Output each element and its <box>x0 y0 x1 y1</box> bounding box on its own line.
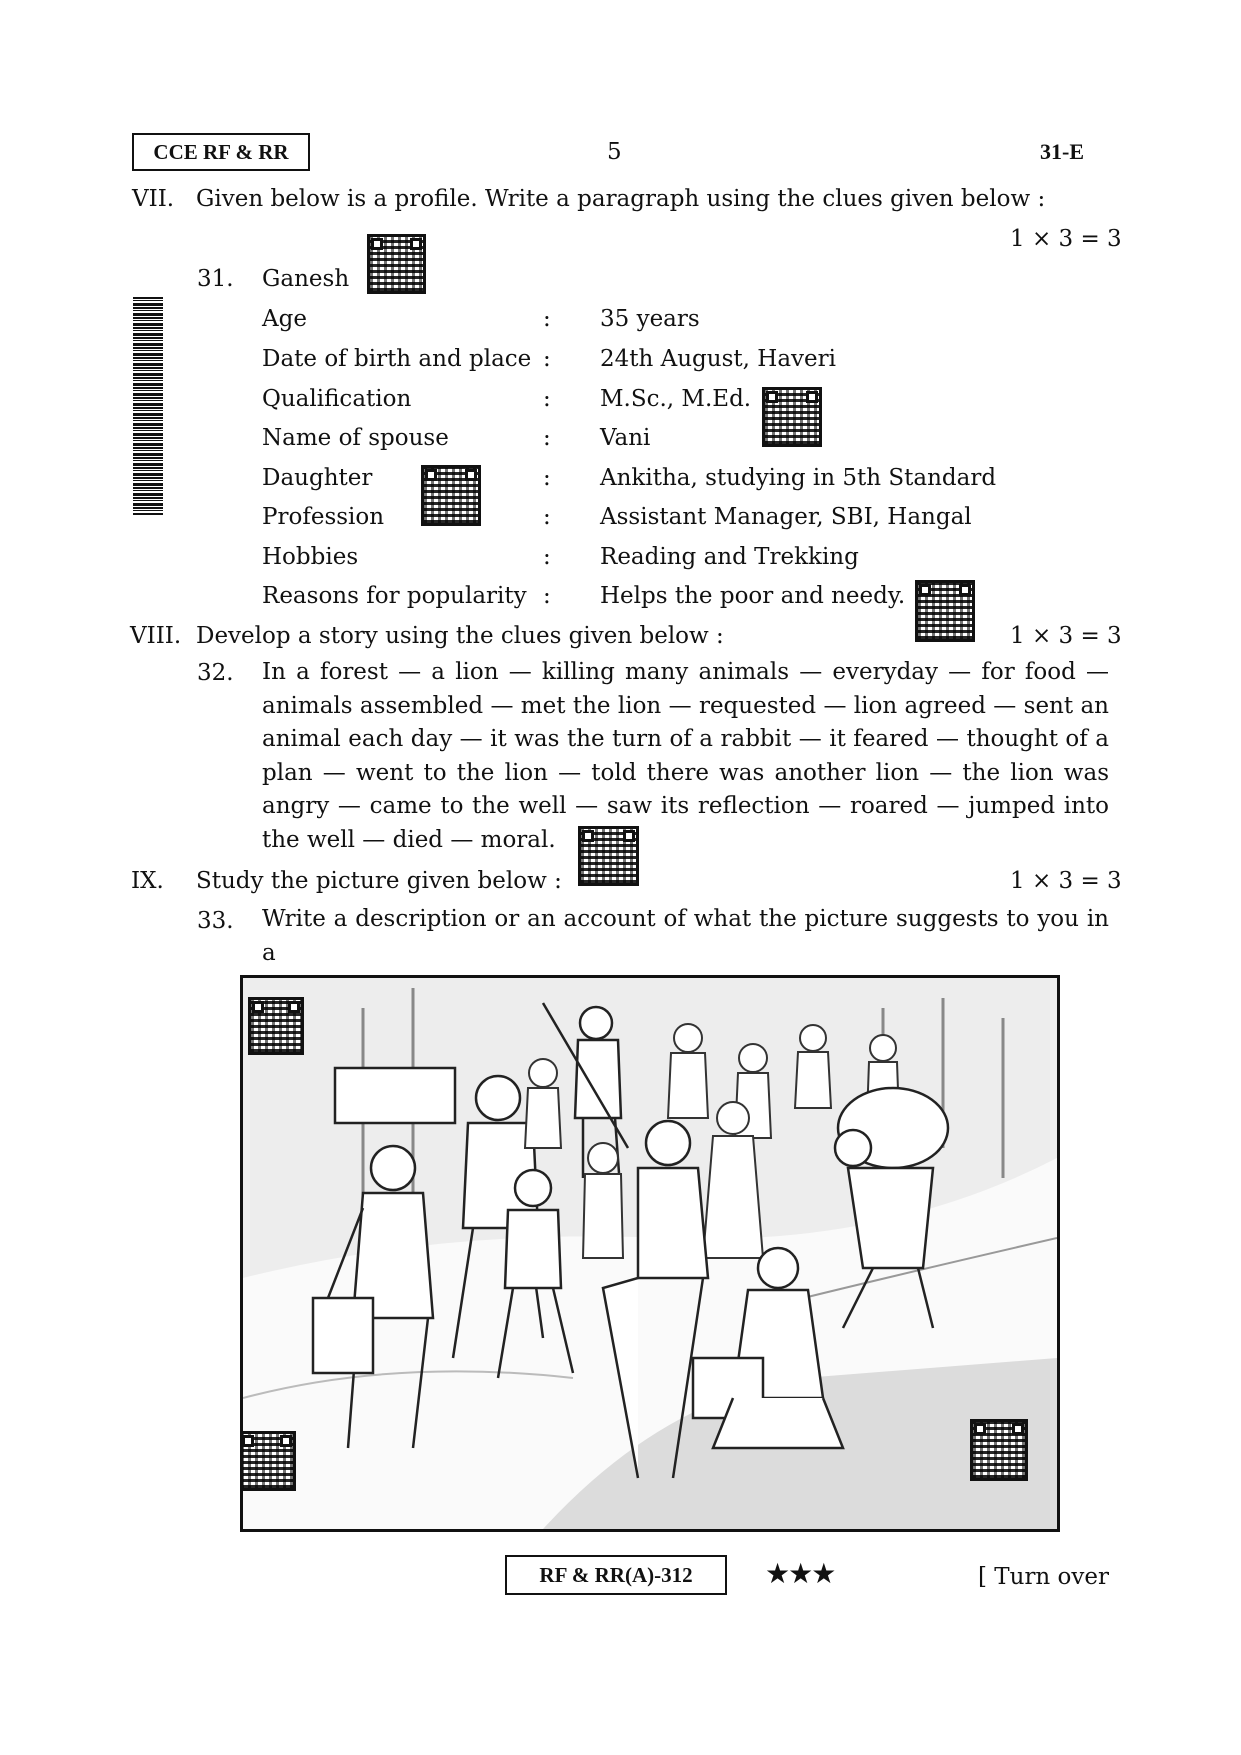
story-clue-line: In a forest — a lion — killing many animals — everyday — for food — <box>262 659 1109 685</box>
profile-sep: : <box>543 544 551 570</box>
page-number: 5 <box>607 139 622 165</box>
profile-label: Name of spouse <box>262 425 449 451</box>
profile-label: Qualification <box>262 386 412 412</box>
section-viii-marks: 1 × 3 = 3 <box>1010 623 1122 649</box>
profile-value: Reading and Trekking <box>600 544 859 570</box>
q33-question-line: Write a description or an account of what the picture suggests to you in a <box>262 906 1109 966</box>
qr-code-icon <box>578 826 639 886</box>
side-barcode <box>133 297 163 515</box>
section-ix-marks: 1 × 3 = 3 <box>1010 868 1122 894</box>
profile-sep: : <box>543 425 551 451</box>
profile-value: Ankitha, studying in 5th Standard <box>600 465 997 491</box>
profile-value: 35 years <box>600 306 700 332</box>
section-vii-marks: 1 × 3 = 3 <box>1010 226 1122 252</box>
q33-number: 33. <box>197 908 234 934</box>
section-viii-instruction: Develop a story using the clues given below : <box>196 623 724 649</box>
story-clue-line: angry — came to the well — saw its reflection — roared — jumped into <box>262 793 1109 819</box>
profile-value: Helps the poor and needy. <box>600 583 906 609</box>
profile-value: 24th August, Haveri <box>600 346 836 372</box>
profile-label: Reasons for popularity <box>262 583 527 609</box>
section-ix-instruction: Study the picture given below : <box>196 868 562 894</box>
footer-stars: ★★★ <box>765 1557 835 1590</box>
profile-sep: : <box>543 306 551 332</box>
qr-code-icon <box>915 580 975 642</box>
qr-code-icon <box>248 997 304 1055</box>
q32-number: 32. <box>197 660 234 686</box>
qr-code-icon <box>421 465 481 526</box>
scene-illustration <box>240 975 1060 1532</box>
profile-value: Vani <box>600 425 651 451</box>
profile-label: Age <box>262 306 307 332</box>
section-vii-instruction: Given below is a profile. Write a paragraph using the clues given below : <box>196 186 1046 212</box>
profile-value: M.Sc., M.Ed. <box>600 386 752 412</box>
profile-label: Hobbies <box>262 544 359 570</box>
scene-illustration-drawing <box>243 978 1057 1529</box>
profile-label: Date of birth and place <box>262 346 532 372</box>
story-clue-line: plan — went to the lion — told there was another lion — the lion was <box>262 759 1109 786</box>
section-vii-numeral: VII. <box>132 186 175 212</box>
story-clues <box>262 656 1109 857</box>
section-ix-numeral: IX. <box>131 868 164 894</box>
profile-value: Assistant Manager, SBI, Hangal <box>600 504 972 530</box>
qr-code-icon <box>762 387 822 447</box>
qr-code-icon <box>970 1419 1028 1481</box>
profile-sep: : <box>543 504 551 530</box>
profile-label: Profession <box>262 504 385 530</box>
profile-sep: : <box>543 386 551 412</box>
paper-code: 31-E <box>1040 139 1084 164</box>
qr-code-icon <box>240 1431 296 1491</box>
profile-label: Daughter <box>262 465 373 491</box>
header-code-box: CCE RF & RR <box>132 133 310 171</box>
qr-code-icon <box>367 234 426 294</box>
profile-name: Ganesh <box>262 266 350 292</box>
profile-sep: : <box>543 346 551 372</box>
story-clue-line: animals assembled — met the lion — requested — lion agreed — sent an <box>262 692 1109 719</box>
section-viii-numeral: VIII. <box>130 623 182 649</box>
footer-code-box: RF & RR(A)-312 <box>505 1555 727 1595</box>
story-clue-line: animal each day — it was the turn of a rabbit — it feared — thought of a <box>262 726 1109 752</box>
q31-number: 31. <box>197 266 234 292</box>
profile-sep: : <box>543 465 551 491</box>
story-clue-line: the well — died — moral. <box>262 826 556 853</box>
turn-over-note: [ Turn over <box>978 1564 1110 1590</box>
profile-sep: : <box>543 583 551 609</box>
